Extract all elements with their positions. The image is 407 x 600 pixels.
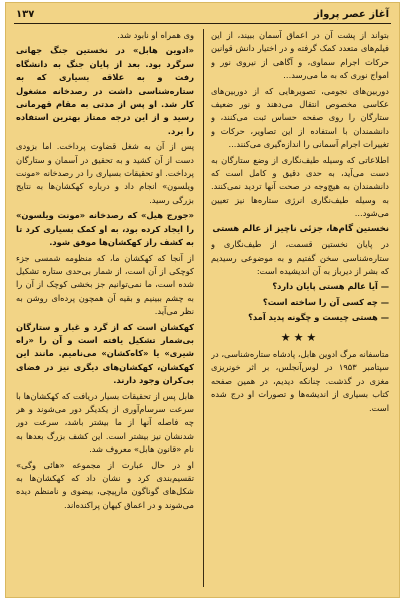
separator-stars: ★★★: [280, 330, 320, 344]
question-line: — هستی چیست و چگونه پدید آمد؟: [248, 312, 389, 323]
header-rule: [14, 23, 391, 24]
paragraph: دوربین‌های نجومی، تصویرهایی که از دوربین‌های عکاسی مخصوص انتقال می‌دهند و نور ضعیف ستارگان را روی صفحه حساس ثبت می‌کنند، و دانشمندان با استفاده از این تصاویر، حرکات و تغییرات اجرام آسمانی را اندازه‌گیری می‌کنند...: [211, 85, 389, 150]
paragraph: «جورج هیل» که رصدخانه «مونت ویلسون» را ایجاد کرده بود، به او کمک بسیاری کرد تا به کشف راز کهکشان‌ها موفق شود.: [16, 210, 194, 248]
paragraph: «ادوین هابل» در نخستین جنگ جهانی سرگرد بود. بعد از پایان جنگ به دانشگاه رفت و به علاقه بسیاری که به ستاره‌شناسی داشت در رصدخانه مشغول کار شد. او پس از مدتی به مقام قهرمانی رسید و از این درجه ممتاز بهترین استفاده را برد.: [16, 45, 194, 136]
running-header: [16, 7, 389, 21]
paragraph: وی همراه او نابود شد.: [117, 30, 194, 40]
column-divider: [203, 29, 204, 587]
chapter-title: آغاز عصر پرواز: [313, 8, 389, 20]
paragraph: کهکشان است که از گرد و غبار و ستارگان بی‌شمار تشکیل یافته است و آن را «راه شیری» یا «کاه‌کشان» می‌نامیم. مانند این کهکشان، کهکشان‌های دیگری نیز در فضای بی‌کران وجود دارند.: [16, 321, 194, 386]
paragraph: در پایان نخستین قسمت، از طیف‌نگاری و ستاره‌شناسی سخن گفتیم و به موضوعی رسیدیم که بشر از دیرباز به آن اندیشیده است:: [211, 239, 389, 276]
left-column: [16, 29, 194, 589]
book-page: [5, 2, 400, 598]
paragraph: او در حال عبارت از مجموعه «هائی وگی» تقسیم‌بندی کرد و نشان داد که کهکشان‌ها به شکل‌های گوناگون مارپیچی، بیضوی و نامنظم دیده می‌شوند و در اعماق کیهان پراکنده‌اند.: [16, 459, 194, 510]
paragraph: هابل پس از تحقیقات بسیار دریافت که کهکشان‌ها با سرعت سرسام‌آوری از یکدیگر دور می‌شوند و هر چه فاصله آنها از ما بیشتر باشد، سرعت دور شدنشان نیز بیشتر است. این کشف بزرگ بعدها به نام «قانون هابل» معروف شد.: [16, 390, 194, 455]
section-heading: نخستین گام‌ها، جزئی ناچیز از عالم هستی: [212, 223, 389, 234]
paragraph: متاسفانه مرگ ادوین هابل، پادشاه ستاره‌شناسی، در سپتامبر ۱۹۵۳ در لوس‌آنجلس، بر اثر خونریزی مغزی در گذشت. چنانکه دیدیم، در همین صفحه کتاب بسیاری از اندیشه‌ها و تصورات او درج شده است.: [211, 348, 389, 413]
paragraph: اطلاعاتی که وسیله طیف‌نگاری از وضع ستارگان به دست می‌آید، به حدی دقیق و کامل است که دانشمندان به هیچ‌وجه در صحت آنها تردید نمی‌کنند. به وسیله طیف‌نگاری انرژی ستاره‌ها نیز تعیین می‌شود...: [211, 154, 389, 219]
question-line: — آیا عالم هستی پایان دارد؟: [272, 281, 389, 292]
paragraph: از آنجا که کهکشان ما، که منظومه شمسی جزء کوچکی از آن است، از شمار بی‌حدی ستاره تشکیل شده است، ما نمی‌توانیم جز بخشی کوچک از آن را به چشم ببینیم و بقیه آن همچون پرده‌ای روشن به نظر می‌آید.: [16, 252, 194, 317]
paragraph: پس از آن به شغل قضاوت پرداخت. اما بزودی دست از آن کشید و به تحقیق در آسمان و ستارگان پرداخت. او تحقیقات بسیاری را در رصدخانه «مونت ویلسون» انجام داد و درباره کهکشان‌ها به نتایج بزرگی رسید.: [16, 141, 194, 205]
paragraph: بتواند از پشت آن در اعماق آسمان ببیند، از این فیلم‌های متعدد کمک گرفته و در اختیار دانش قوانین حرکات اجرام سماوی، و آگاهی از نیروی نور و امواج نوری که به ما می‌رسد...: [211, 30, 389, 81]
question-line: — چه کسی آن را ساخته است؟: [262, 296, 389, 307]
right-column: [211, 29, 389, 589]
page-number: ۱۳۷: [16, 8, 35, 20]
